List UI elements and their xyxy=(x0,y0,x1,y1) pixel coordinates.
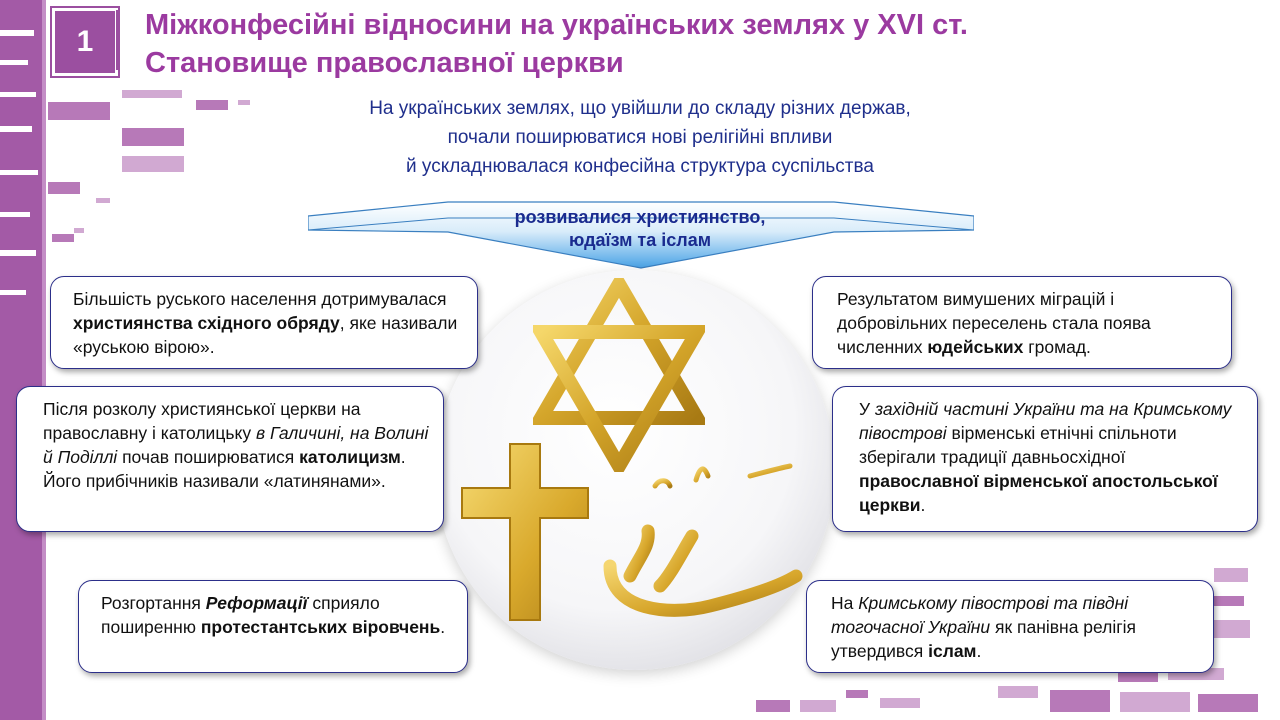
decor-bar xyxy=(196,100,228,110)
decor-bar xyxy=(48,102,110,120)
decor-bar xyxy=(122,156,184,172)
card-text: У xyxy=(859,399,875,419)
slide-number-badge xyxy=(52,8,118,76)
card-italic-text: західній частині України та на Кримському півострові xyxy=(859,399,1232,443)
card-bold-text: православної вірменської апостольської церкви xyxy=(859,471,1218,515)
decor-bar xyxy=(0,60,28,65)
card-text: , яке називали «руською вірою». xyxy=(73,313,458,357)
page-title xyxy=(145,6,1245,82)
card-text: громад. xyxy=(1023,337,1091,357)
card-text: Розгортання xyxy=(101,593,206,613)
card-italic-text: в Галичині, на Волині й Поділлі xyxy=(43,423,429,467)
decor-bar xyxy=(756,700,790,712)
intro-line-1: На українських землях, що увійшли до складу різних держав, xyxy=(369,98,911,119)
decor-bar xyxy=(0,290,26,295)
card-text: Більшість руського населення дотримувалася xyxy=(73,289,447,309)
card-catholicism xyxy=(16,386,444,532)
decor-bar xyxy=(0,30,34,36)
intro-line-2: почали поширюватися нові релігійні впливи xyxy=(447,127,833,148)
decor-bar xyxy=(0,170,38,175)
card-bold-text: іслам xyxy=(928,641,977,661)
title-divider xyxy=(116,10,119,70)
card-text: На xyxy=(831,593,859,613)
card-bold-text: протестантських віровчень xyxy=(200,617,441,637)
card-text: . xyxy=(440,617,446,637)
decor-bar xyxy=(1120,692,1190,712)
banner-line-2: юдаїзм та іслам xyxy=(568,230,712,250)
decor-bar xyxy=(846,690,868,698)
decor-bar xyxy=(880,698,920,708)
christian-cross-icon xyxy=(458,440,592,624)
decor-bar xyxy=(122,90,182,98)
card-italic-text: Кримському півострові та півдні тогочасної України xyxy=(831,593,1129,637)
title-line-2: Становище православної церкви xyxy=(145,47,624,79)
card-text: . Його прибічників називали «латинянами». xyxy=(43,447,406,491)
decor-bar xyxy=(122,128,184,146)
decor-bar xyxy=(0,126,32,132)
decor-bar xyxy=(52,234,74,242)
card-text: Результатом вимушених міграцій і добровільних переселень стала поява численних xyxy=(837,289,1151,357)
decor-bar xyxy=(1214,568,1248,582)
card-text: . xyxy=(976,641,982,661)
card-text: . xyxy=(920,495,926,515)
title-line-1: Міжконфесійні відносини на українських землях у XVI ст. xyxy=(145,9,968,41)
card-text: Після розколу християнської церкви на православну і католицьку xyxy=(43,399,361,443)
card-armenian-church xyxy=(832,386,1258,532)
card-text: як панівна релігія утвердився xyxy=(831,617,1137,661)
card-text: сприяло поширенню xyxy=(101,593,380,637)
decor-bar xyxy=(1198,694,1258,712)
card-text: почав поширюватися xyxy=(117,447,300,467)
decor-bar xyxy=(238,100,250,105)
decor-bar xyxy=(0,212,30,217)
slide-number: 1 xyxy=(76,25,94,58)
left-decor-band-edge xyxy=(42,0,46,720)
decor-bar xyxy=(48,182,80,194)
allah-calligraphy-icon xyxy=(600,436,810,626)
card-jewish-communities xyxy=(812,276,1232,369)
card-rus-faith xyxy=(50,276,478,369)
decor-bar xyxy=(0,250,36,256)
decor-bar xyxy=(74,228,84,233)
decor-bar xyxy=(96,198,110,203)
decor-bar xyxy=(800,700,836,712)
decor-bar xyxy=(1050,690,1110,712)
banner-label xyxy=(450,206,830,252)
card-reformation xyxy=(78,580,468,673)
card-text: вірменські етнічні спільноти зберігали традиції давньосхідної xyxy=(859,423,1177,467)
card-bold-text: юдейських xyxy=(927,337,1024,357)
left-decor-band xyxy=(0,0,42,720)
intro-text xyxy=(290,94,990,181)
banner-line-1: розвивалися християнство, xyxy=(514,207,766,227)
intro-line-3: й ускладнювалася конфесійна структура суспільства xyxy=(406,156,874,177)
decor-bar xyxy=(1214,620,1250,638)
decor-bar xyxy=(0,92,36,97)
card-bold-text: християнства східного обряду xyxy=(73,313,340,333)
decor-bar xyxy=(1214,596,1244,606)
card-bold-italic-text: Реформації xyxy=(205,593,308,613)
card-bold-text: католицизм xyxy=(299,447,401,467)
card-islam xyxy=(806,580,1214,673)
decor-bar xyxy=(998,686,1038,698)
